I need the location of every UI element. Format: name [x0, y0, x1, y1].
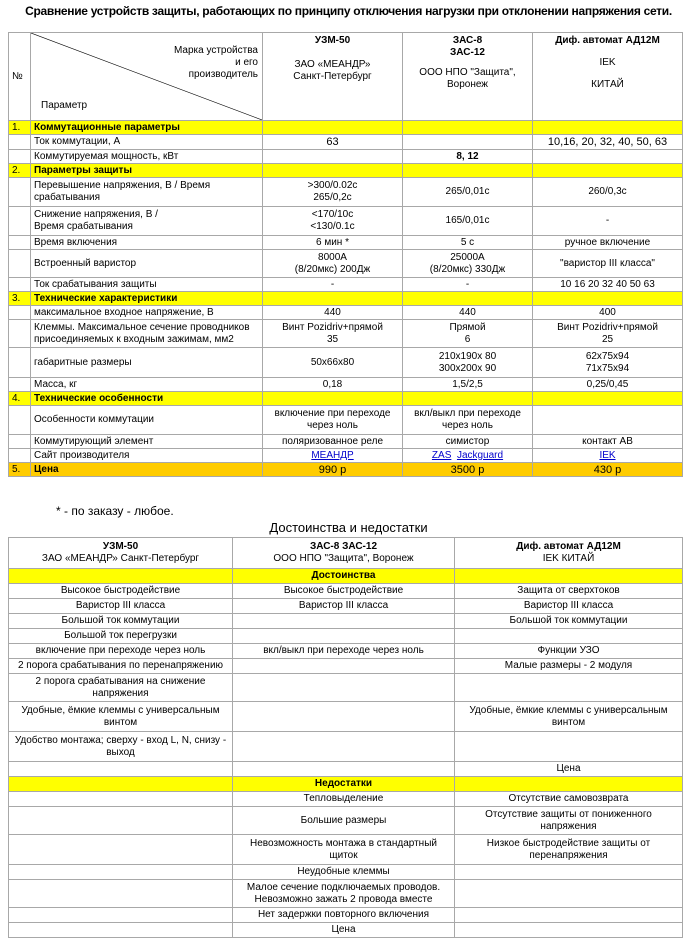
cons-row [9, 880, 683, 908]
pc-cell: 2 порога срабатывания на снижение напряжения [9, 674, 233, 702]
pc-cell: Высокое быстродействие [9, 584, 233, 599]
cons-row [9, 792, 683, 807]
diagonal-header-cell [31, 33, 263, 121]
pc-cell [233, 762, 455, 777]
link-jackguard[interactable]: Jackguard [456, 449, 504, 461]
pc-cell: Малые размеры - 2 модуля [455, 659, 683, 674]
link-zas[interactable]: ZAS [431, 449, 452, 461]
pc-cell: Большие размеры [233, 807, 455, 835]
pc-cell: Тепловыделение [233, 792, 455, 807]
pros-section-row: Достоинства [9, 569, 683, 584]
pros-row [9, 644, 683, 659]
pc-cell [455, 732, 683, 762]
table-row: Снижение напряжения, В / Время срабатывания <170/10с <130/0.1с 165/0,01с - [9, 207, 683, 236]
table-row: Перевышение напряжения, В / Время срабатывания >300/0.02с 265/0,2с 265/0,01с 260/0,3с [9, 178, 683, 207]
pc-cell [9, 835, 233, 865]
section-row: 4. Технические особенности [9, 392, 683, 406]
table-row: Клеммы. Максимальное сечение проводников присоединяемых к входным зажимам, мм2 Винт Pozidriv+прямой 35 Прямой 6 Винт Pozidriv+прямой 25 [9, 320, 683, 348]
link-meandr[interactable]: МЕАНДР [311, 449, 354, 461]
section-row: 3. Технические характеристики [9, 292, 683, 306]
num-header: № [9, 33, 31, 121]
device-header-ad12m: Диф. автомат АД12М IEK КИТАЙ [533, 33, 683, 121]
pc-cell [9, 865, 233, 880]
pc-cell [233, 629, 455, 644]
pc-cell: Варистор III класса [455, 599, 683, 614]
table-row: Масса, кг 0,18 1,5/2,5 0,25/0,45 [9, 378, 683, 392]
pc-cell [9, 923, 233, 938]
table-row: максимальное входное напряжение, В 440 440 400 [9, 306, 683, 320]
cons-row [9, 807, 683, 835]
pros-row [9, 732, 683, 762]
table-row: Особенности коммутации включение при переходе через ноль вкл/выкл при переходе через ноль [9, 406, 683, 435]
pc-cell: Удобные, ёмкие клеммы с универсальным винтом [9, 702, 233, 732]
pc-cell [455, 629, 683, 644]
brand-label: Марка устройства и его производитель [173, 45, 258, 80]
cons-row [9, 908, 683, 923]
pc-cell: Большой ток перегрузки [9, 629, 233, 644]
pros-row [9, 614, 683, 629]
link-iek[interactable]: IEK [599, 449, 616, 461]
pc-cell: Варистор III класса [9, 599, 233, 614]
pros-row [9, 702, 683, 732]
pc-cell: Цена [233, 923, 455, 938]
param-label: Параметр [41, 100, 88, 111]
pc-cell: включение при переходе через ноль [9, 644, 233, 659]
pc-cell: Высокое быстродействие [233, 584, 455, 599]
pc-cell [455, 908, 683, 923]
pc-cell [9, 880, 233, 908]
table-row: Встроенный варистор 8000А (8/20мкс) 200Дж 25000А (8/20мкс) 330Дж "варистор III класса" [9, 250, 683, 278]
pros-row [9, 762, 683, 777]
pc-cell [9, 807, 233, 835]
pc-cell [455, 880, 683, 908]
pros-row [9, 674, 683, 702]
table-row: Коммутируемая мощность, кВт 8, 12 [9, 150, 683, 164]
pc-cell [233, 702, 455, 732]
footnote: * - по заказу - любое. [56, 504, 174, 518]
cons-row [9, 835, 683, 865]
cons-section-row: Недостатки [9, 777, 683, 792]
section-row: 2. Параметры защиты [9, 164, 683, 178]
pc-cell: Удобные, ёмкие клеммы с универсальным винтом [455, 702, 683, 732]
pc-cell: Нет задержки повторного включения [233, 908, 455, 923]
pc-cell: Варистор III класса [233, 599, 455, 614]
pc-cell [9, 792, 233, 807]
page-title: Сравнение устройств защиты, работающих по принципу отключения нагрузки при отклонении напряжения сети. [25, 4, 672, 18]
pc-cell: Удобство монтажа; сверху - вход L, N, снизу - выход [9, 732, 233, 762]
pc-cell [455, 923, 683, 938]
pc-cell [233, 659, 455, 674]
table-row: габаритные размеры 50x66x80 210x190x 80 300x200x 90 62x75x94 71x75x94 [9, 348, 683, 378]
pc-cell: Невозможность монтажа в стандартный щиток [233, 835, 455, 865]
pros-row [9, 659, 683, 674]
pc-header-row: УЗМ-50 ЗАО «МЕАНДР» Санкт-Петербург ЗАС-8 ЗАС-12 ООО НПО "Защита", Воронеж Диф. автомат АД12М IEK КИТАЙ [9, 538, 683, 569]
pc-cell: Малое сечение подключаемых проводов. Невозможно зажать 2 провода вместе [233, 880, 455, 908]
table-row: Коммутирующий элемент поляризованное реле симистор контакт АВ [9, 435, 683, 449]
cons-row [9, 865, 683, 880]
pc-cell: Функции УЗО [455, 644, 683, 659]
pc-cell: 2 порога срабатывания по перенапряжению [9, 659, 233, 674]
pc-cell [233, 614, 455, 629]
pc-cell: Неудобные клеммы [233, 865, 455, 880]
pc-cell: Защита от сверхтоков [455, 584, 683, 599]
pc-cell: Низкое быстродействие защиты от перенапряжения [455, 835, 683, 865]
table-row: Время включения 6 мин * 5 с ручное включение [9, 236, 683, 250]
pc-cell [455, 865, 683, 880]
pc-cell: Отсутствие самовозврата [455, 792, 683, 807]
device-header-zas: ЗАС-8 ЗАС-12 ООО НПО "Защита", Воронеж [403, 33, 533, 121]
pros-row [9, 599, 683, 614]
pc-cell [233, 674, 455, 702]
pc-cell [233, 732, 455, 762]
cons-row [9, 923, 683, 938]
device-header-uzm: УЗМ-50 ЗАО «МЕАНДР» Санкт-Петербург [263, 33, 403, 121]
pros-cons-table [8, 537, 683, 938]
comparison-table [8, 32, 683, 477]
table-row: Ток коммутации, А 63 10,16, 20, 32, 40, 50, 63 [9, 135, 683, 150]
pc-cell [455, 674, 683, 702]
section-row: 1. Коммутационные параметры [9, 121, 683, 135]
pros-row [9, 584, 683, 599]
pc-cell: вкл/выкл при переходе через ноль [233, 644, 455, 659]
pros-cons-title: Достоинства и недостатки [269, 520, 428, 535]
pc-cell: Цена [455, 762, 683, 777]
price-row: 5. Цена 990 р 3500 р 430 р [9, 463, 683, 477]
header-row [9, 33, 683, 121]
table-row: Сайт производителя МЕАНДР ZAS Jackguard IEK [9, 449, 683, 463]
pros-row [9, 629, 683, 644]
pc-cell: Отсутствие защиты от пониженного напряжения [455, 807, 683, 835]
pc-cell [9, 762, 233, 777]
pc-cell: Большой ток коммутации [455, 614, 683, 629]
pc-cell [9, 908, 233, 923]
pc-cell: Большой ток коммутации [9, 614, 233, 629]
table-row: Ток срабатывания защиты - - 10 16 20 32 40 50 63 [9, 278, 683, 292]
